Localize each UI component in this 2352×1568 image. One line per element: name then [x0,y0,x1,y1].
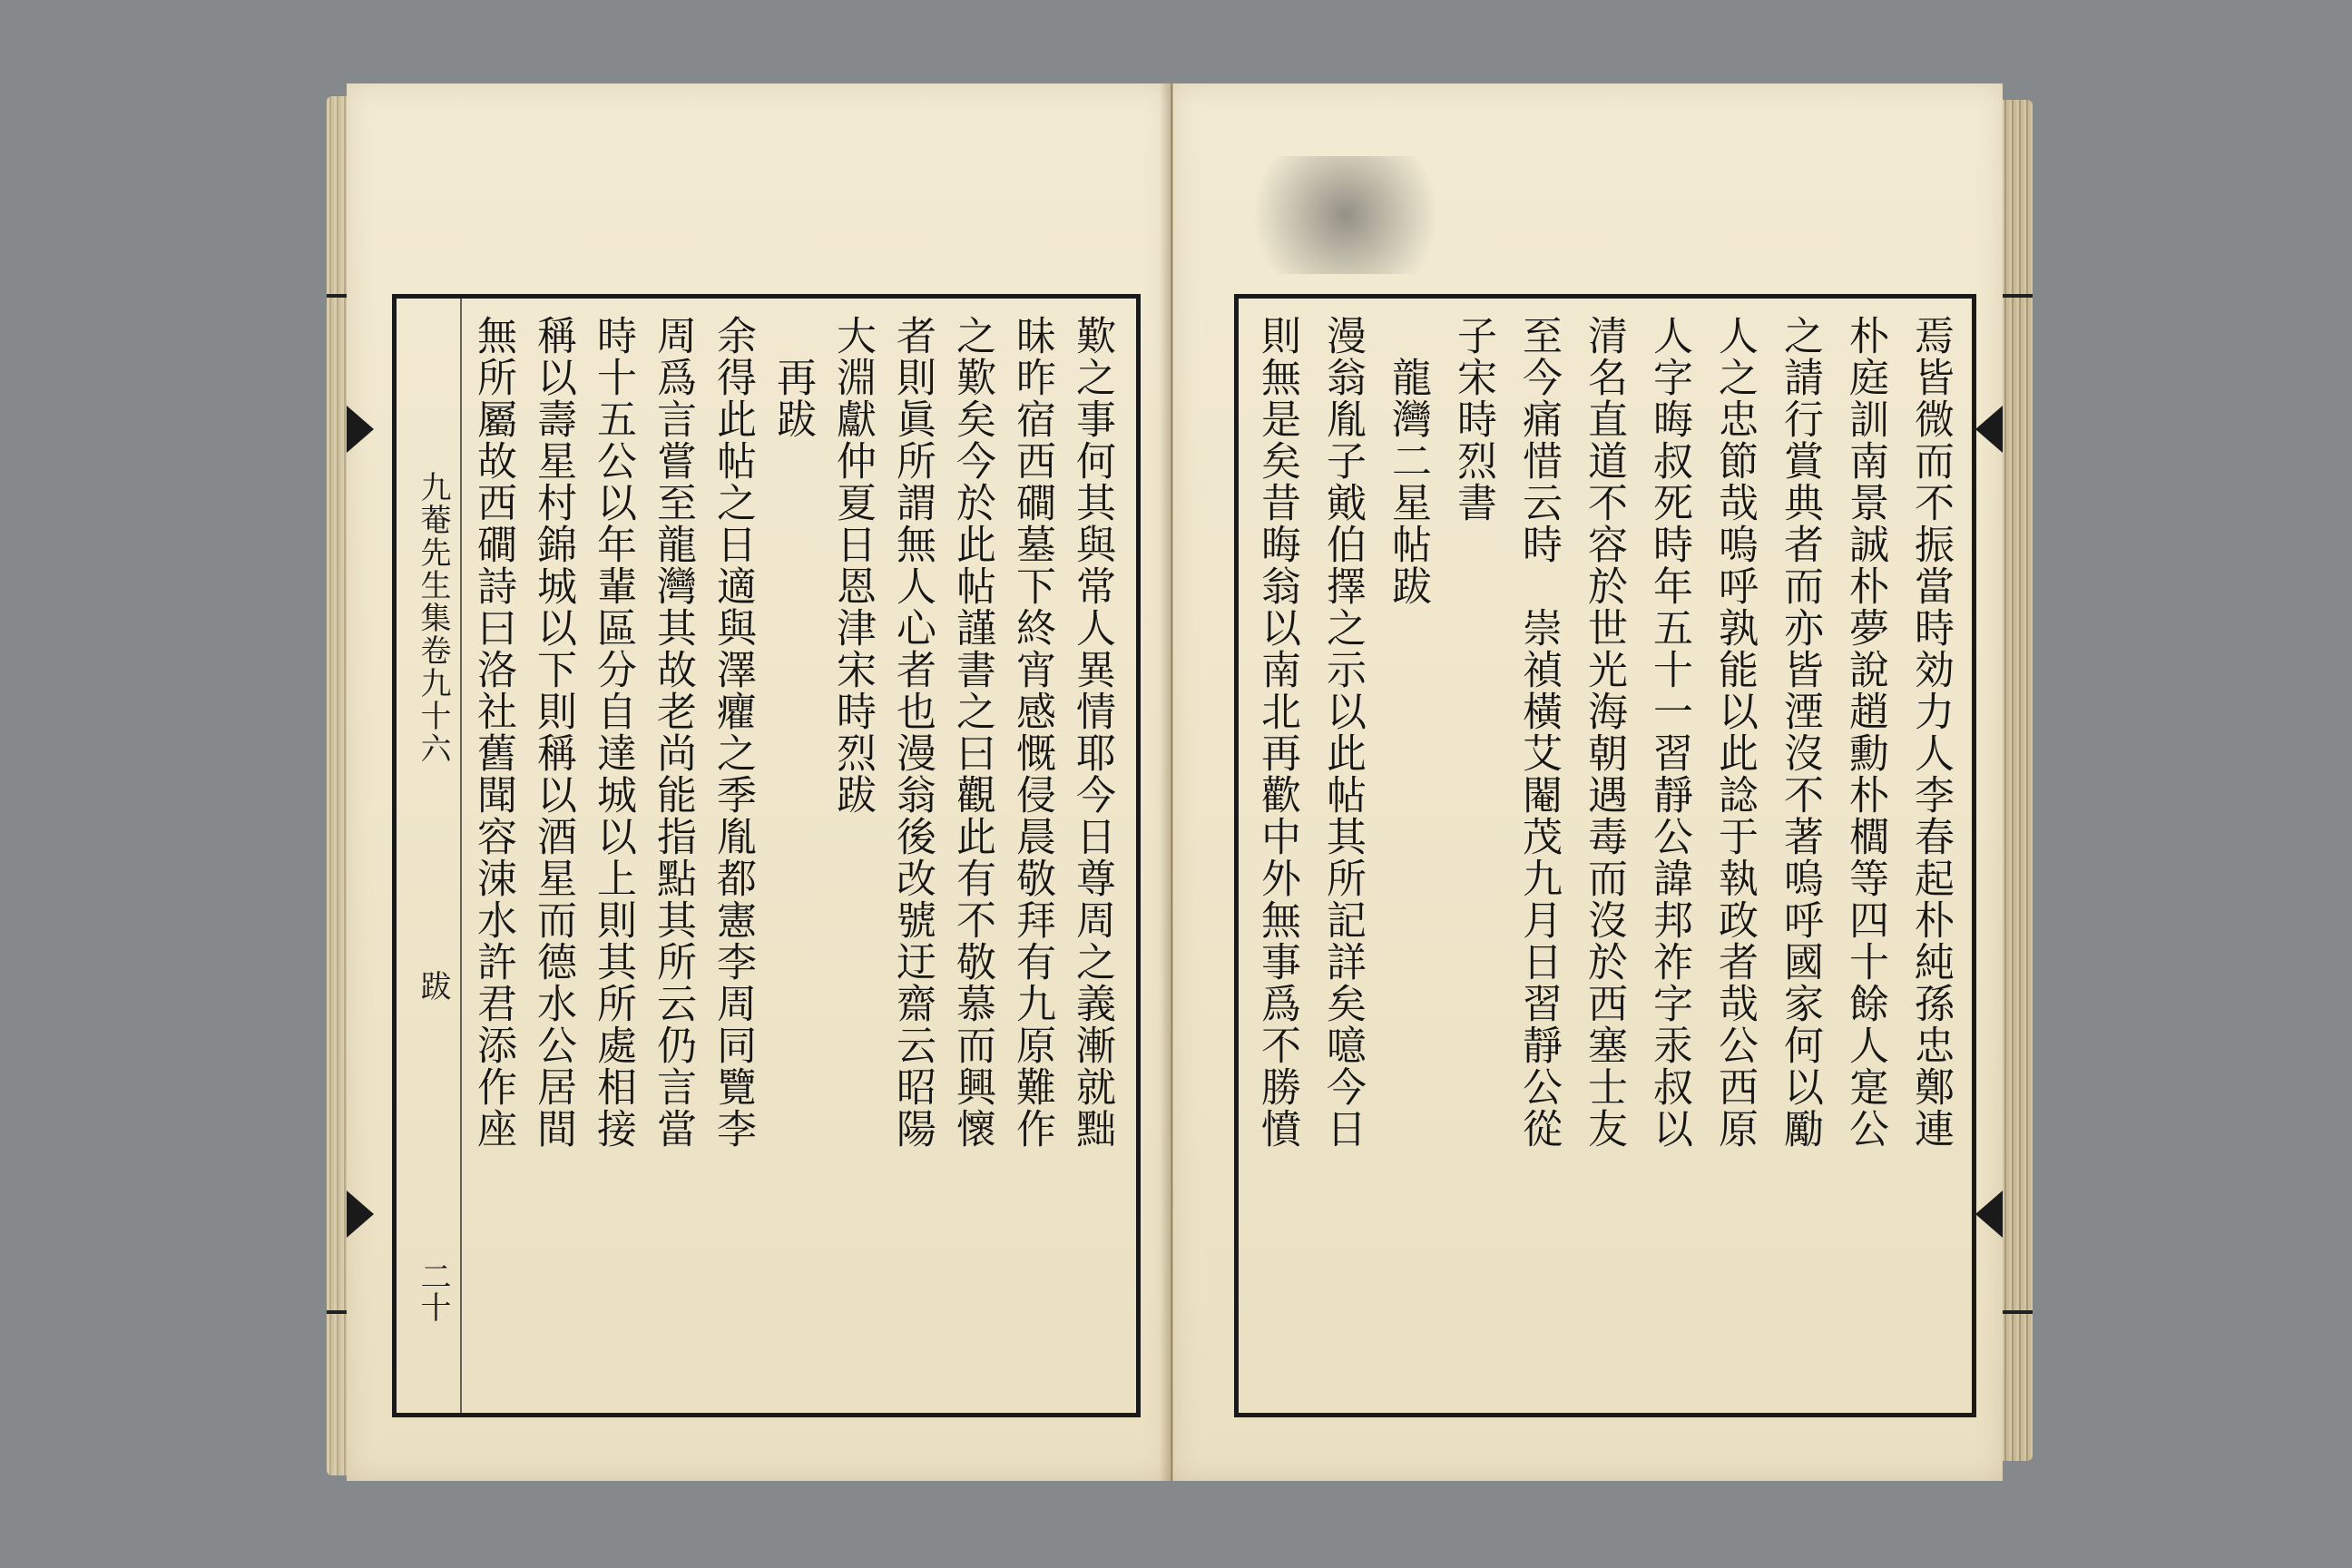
text-column: 人字晦叔死時年五十一習靜公諱邦祚字汞叔以 [1646,315,1692,1150]
text-column: 之歎矣今於此帖謹書之曰觀此有不敬慕而興懷 [949,315,995,1150]
text-column: 者則眞所謂無人心者也漫翁後改號迂齋云昭陽 [889,315,936,1150]
column-rule [460,299,462,1413]
text-column: 漫翁胤子戭伯擇之示以此帖其所記詳矣噫今日 [1319,315,1366,1150]
right-page-edges [2002,100,2033,1461]
text-column: 稱以壽星村錦城以下則稱以酒星而德水公居間 [530,315,576,1150]
text-column: 余得此帖之日適與澤癯之季胤都憲李周同覽李 [710,315,756,1150]
left-page-edges [327,96,348,1475]
text-column: 子宋時烈書 [1450,315,1496,524]
text-column: 朴庭訓南景誠朴夢說趙勳朴櫚等四十餘人寔公 [1842,315,1888,1150]
text-column: 則無是矣昔晦翁以南北再歡中外無事爲不勝憤 [1254,315,1300,1150]
text-column: 周爲言嘗至龍灣其故老尚能指點其所云仍言當 [650,315,696,1150]
section-heading: 龍灣二星帖跋 [1385,315,1431,607]
fold-mark-icon [1975,406,2003,453]
fold-mark-icon [347,406,374,453]
left-page [347,83,1171,1481]
text-column: 之請行賞典者而亦皆湮沒不著嗚呼國家何以勵 [1777,315,1823,1150]
text-column: 焉皆微而不振當時効力人李春起朴純孫忠鄭連 [1907,315,1954,1150]
text-column: 人之忠節哉嗚呼孰能以此諗于執政者哉公西原 [1711,315,1758,1150]
open-book [327,83,2033,1481]
fold-mark-icon [347,1191,374,1238]
text-column: 歎之事何其與常人異情耶今日尊周之義漸就黜 [1069,315,1115,1150]
text-column: 至今痛惜云時 崇禎橫艾閹茂九月日習靜公從 [1515,315,1562,1150]
left-text-frame [392,294,1141,1417]
text-column: 清名直道不容於世光海朝遇毒而沒於西塞士友 [1581,315,1627,1150]
text-column: 無所屬故西磵詩曰洛社舊聞容涑水許君添作座 [470,315,516,1150]
margin-book-title: 九菴先生集卷九十六 [415,471,451,765]
ink-bleed-mark [1228,156,1464,274]
text-column: 昧昨宿西磵墓下終宵感慨侵晨敬拜有九原難作 [1009,315,1055,1150]
fold-mark-icon [1975,1191,2003,1238]
right-text-frame [1234,294,1976,1417]
margin-page-number: 二十 [415,1260,451,1322]
margin-category: 跋 [415,970,451,1001]
text-column: 大淵獻仲夏日恩津宋時烈跋 [829,315,876,816]
text-column: 時十五公以年輩區分自達城以上則其所處相接 [590,315,636,1150]
section-heading: 再跋 [769,315,816,440]
